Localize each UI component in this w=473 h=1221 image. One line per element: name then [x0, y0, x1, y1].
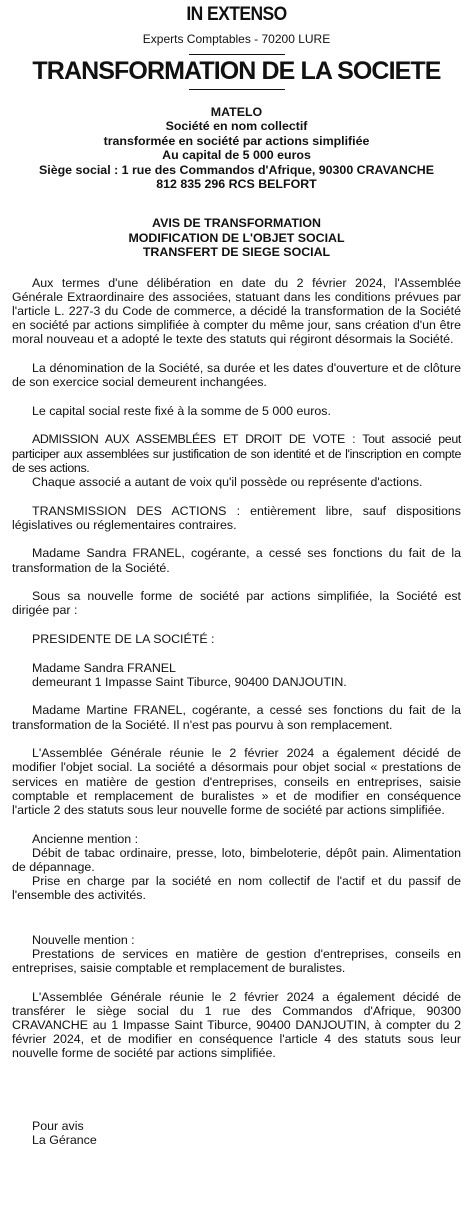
paragraph-deliberation: Aux termes d'une délibération en date du 2 février 2024, l'Assemblée Générale Extraordinaire des associées, statuant dans les conditions prévues par l'article L. 227-3 du Code de commerce, a décidé la transformation de la Société en société par actions simplifiée à compter du même jour, sans création d'un être moral nouveau et a adopté le texte des statuts qui régiront désormais la Société.	[12, 275, 461, 347]
signature-block	[12, 1119, 461, 1147]
presidente-address: demeurant 1 Impasse Saint Tiburce, 90400 DANJOUTIN.	[32, 674, 347, 689]
company-capital: Au capital de 5 000 euros	[162, 148, 311, 163]
paragraph-admission: ADMISSION AUX ASSEMBLÉES ET DROIT DE VOTE : Tout associé peut participer aux assemblées sur justification de son identité et de l'inscription en compte de ses actions.	[12, 432, 461, 475]
divider-top	[189, 54, 285, 55]
notice-title: TRANSFORMATION DE LA SOCIETE	[32, 57, 441, 85]
notice-heading	[12, 216, 461, 259]
company-name: MATELO	[210, 105, 263, 119]
divider-title	[189, 89, 285, 90]
paragraph-transfert-siege: L'Assemblée Générale réunie le 2 février 2024 a également décidé de transférer le siège social du 1 rue des Commandos d'Afrique, 90300 CRAVANCHE au 1 Impasse Saint Tiburce, 90400 DANJOUTIN, à compter du 2 février 2024, et de modifier en conséquence l'article 4 des statuts sous leur nouvelle forme de société par actions simplifiée.	[12, 989, 461, 1061]
presidente-block	[12, 661, 461, 689]
paragraph-voting: Chaque associé a autant de voix qu'il possède ou représente d'actions.	[32, 475, 423, 490]
paragraph-cessation-sandra: Madame Sandra FRANEL, cogérante, a cessé ses fonctions du fait de la transformation de la Société.	[12, 546, 461, 575]
heading-objet-social: MODIFICATION DE L'OBJET SOCIAL	[128, 230, 345, 245]
company-rcs: 812 835 296 RCS BELFORT	[156, 177, 317, 192]
company-transformed: transformée en société par actions simplifiée	[103, 133, 370, 148]
paragraph-ancienne-mention-2: Prise en charge par la société en nom collectif de l'actif et du passif de l'ensemble des activités.	[12, 874, 461, 903]
paragraph-cessation-martine: Madame Martine FRANEL, cogérante, a cessé ses fonctions du fait de la transformation de la Société. Il n'est pas pourvu à son remplacement.	[12, 703, 461, 732]
paragraph-nouvelle-mention: Prestations de services en matière de gestion d'entreprises, conseils en entreprises, saisie comptable et remplacement de buralistes.	[12, 946, 461, 976]
legal-notice-page	[0, 4, 473, 1221]
signature-pour-avis: Pour avis	[32, 1118, 84, 1133]
company-block	[12, 105, 461, 191]
company-form: Société en nom collectif	[165, 119, 308, 134]
paragraph-capital: Le capital social reste fixé à la somme de 5 000 euros.	[32, 403, 331, 418]
paragraph-presidente-label: PRESIDENTE DE LA SOCIÉTÉ :	[32, 632, 215, 647]
signature-gerance: La Gérance	[32, 1132, 97, 1147]
presidente-name: Madame Sandra FRANEL	[32, 660, 176, 675]
paragraph-ancienne-mention-label: Ancienne mention :	[32, 831, 139, 846]
paragraph-transmission: TRANSMISSION DES ACTIONS : entièrement libre, sauf dispositions législatives ou réglementaires contraires.	[12, 503, 461, 532]
paragraph-ancienne-mention-1: Débit de tabac ordinaire, presse, loto, bimbeloterie, dépôt pain. Alimentation de dépannage.	[12, 845, 461, 875]
paragraph-objet-social: L'Assemblée Générale réunie le 2 février 2024 a également décidé de modifier l'objet social. La société a désormais pour objet social « prestations de services en matière de gestion d'entreprises, conseils en entreprises, saisie comptable et remplacement de buralistes » et de modifier en conséquence l'article 2 des statuts sous leur nouvelle forme de société par actions simplifiée.	[12, 746, 461, 818]
firm-subtitle: Experts Comptables - 70200 LURE	[142, 32, 331, 46]
heading-siege: TRANSFERT DE SIEGE SOCIAL	[142, 245, 331, 260]
heading-transformation: AVIS DE TRANSFORMATION	[152, 216, 321, 231]
paragraph-denomination: La dénomination de la Société, sa durée et les dates d'ouverture et de clôture de son exercice social demeurent inchangées.	[12, 361, 461, 390]
firm-name: IN EXTENSO	[186, 4, 287, 25]
company-seat: Siège social : 1 rue des Commandos d'Afrique, 90300 CRAVANCHE	[39, 162, 434, 177]
paragraph-direction: Sous sa nouvelle forme de société par actions simplifiée, la Société est dirigée par :	[12, 589, 461, 618]
paragraph-nouvelle-mention-label: Nouvelle mention :	[32, 932, 135, 947]
